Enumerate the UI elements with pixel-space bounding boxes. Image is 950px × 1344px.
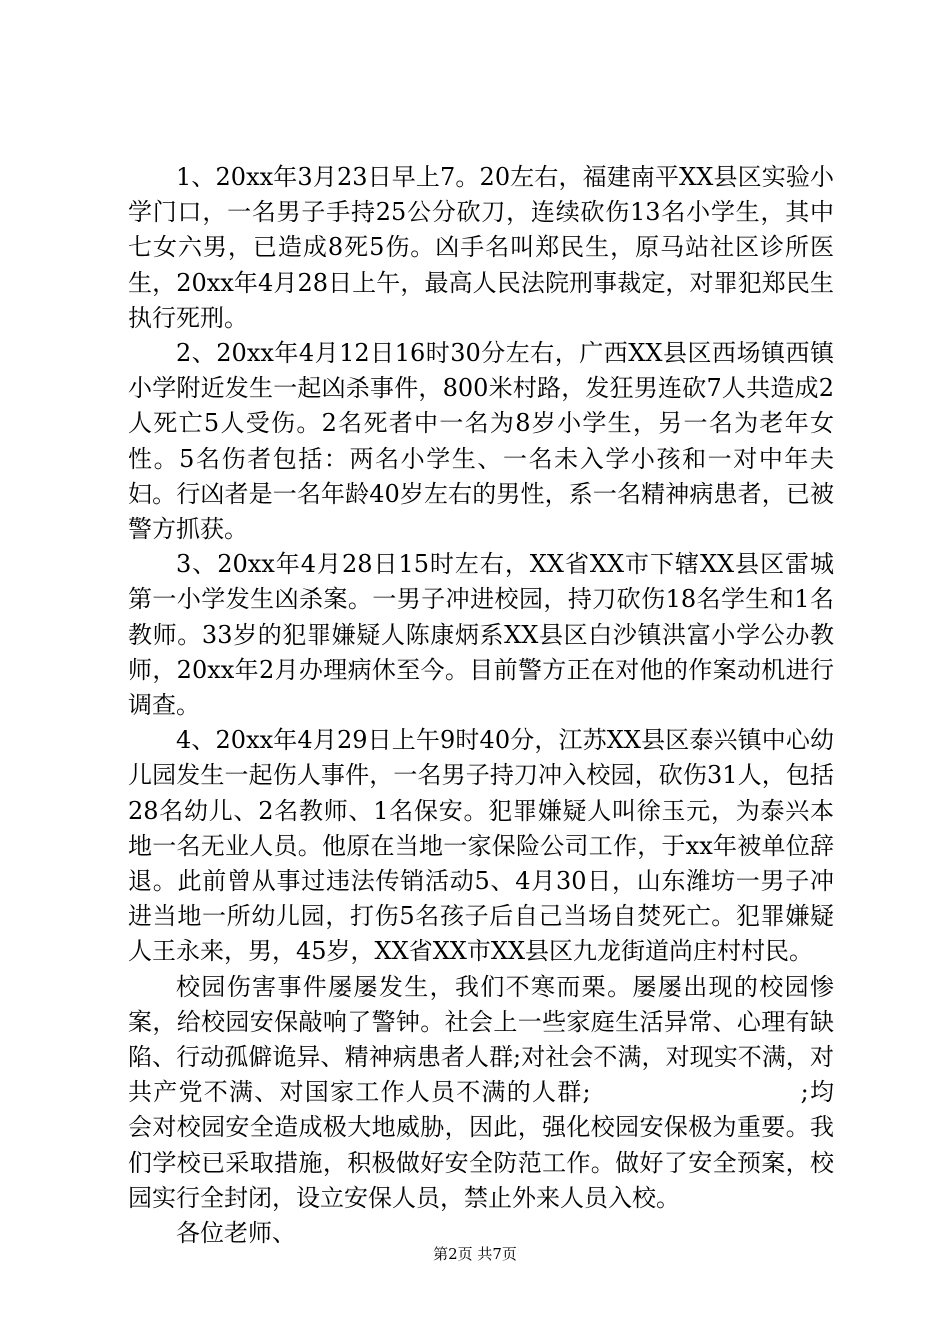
paragraph-5-part-2: ;均会对校园安全造成极大地威胁，因此，强化校园安保极为重要。我们学校已采取措施，积极做好安全防范工作。做好了安全预案，校园实行全封闭，设立安保人员，禁止外来人员入校。 — [128, 1078, 834, 1212]
paragraph-2: 2、20xx年4月12日16时30分左右，广西XX县区西场镇西镇小学附近发生一起凶杀事件，800米村路，发狂男连砍7人共造成2人死亡5人受伤。2名死者中一名为8岁小学生，另一名为老年女性。5名伤者包括：两名小学生、一名未入学小孩和一对中年夫妇。行凶者是一名年龄40岁左右的男性，系一名精神病患者，已被警方抓获。 — [128, 339, 834, 544]
closing-line: 各位老师、 — [176, 1219, 296, 1248]
paragraph-5-part-1: 校园伤害事件屡屡发生，我们不寒而栗。屡屡出现的校园惨案，给校园安保敲响了警钟。社会上一些家庭生活异常、心理有缺陷、行动孤僻诡异、精神病患者人群;对社会不满，对现实不满，对共产党不满、对国家工作人员不满的人群; — [128, 972, 834, 1107]
paragraph-3: 3、20xx年4月28日15时左右，XX省XX市下辖XX县区雷城第一小学发生凶杀案。一男子冲进校园，持刀砍伤18名学生和1名教师。33岁的犯罪嫌疑人陈康炳系XX县区白沙镇洪富小学公办教师，20xx年2月办理病休至今。目前警方正在对他的作案动机进行调查。 — [128, 550, 834, 720]
paragraph-5 — [128, 970, 834, 1216]
paragraph-4: 4、20xx年4月29日上午9时40分，江苏XX县区泰兴镇中心幼儿园发生一起伤人事件，一名男子持刀冲入校园，砍伤31人，包括28名幼儿、2名教师、1名保安。犯罪嫌疑人叫徐玉元，为泰兴本地一名无业人员。他原在当地一家保险公司工作，于xx年被单位辞退。此前曾从事过违法传销活动5、4月30日，山东潍坊一男子冲进当地一所幼儿园，打伤5名孩子后自己当场自焚死亡。犯罪嫌疑人王永来，男，45岁，XX省XX市XX县区九龙街道尚庄村村民。 — [128, 726, 834, 966]
document-body — [128, 160, 834, 1251]
page-footer: 第2页 共7页 — [433, 1245, 517, 1263]
paragraph-1: 1、20xx年3月23日早上7。20左右，福建南平XX县区实验小学门口，一名男子手持25公分砍刀，连续砍伤13名小学生，其中七女六男，已造成8死5伤。凶手名叫郑民生，原马站社区诊所医生，20xx年4月28日上午，最高人民法院刑事裁定，对罪犯郑民生执行死刑。 — [128, 163, 834, 332]
